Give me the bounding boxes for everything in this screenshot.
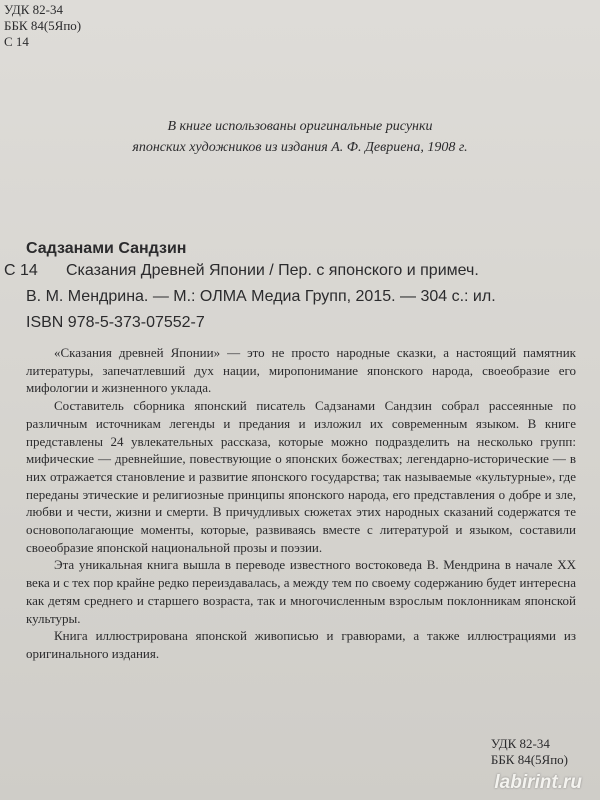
annotation-paragraph: Составитель сборника японский писатель Садзанами Сандзин собрал рассеянные по различным источникам легенды и предания и изложил их современным языком. В книге представлены 24 увлекательных рассказа, которые можно подразделить на несколько групп: мифические — древнейшие, повествующие о японских божествах; легендарно-исторические — в них отражается становление и развитие японского государства; так называемые «культурные», где переданы этические и религиозные принципы японского народа, его представления о добре и зле, любви и чести, жизни и смерти. В причудливых сюжетах этих народных сказаний содержатся те основополагающие моменты, которые, развиваясь вместе с литературой и языком, составили своеобразие японской национальной прозы и поэзии.: [26, 398, 576, 555]
annotation-paragraph: «Сказания древней Японии» — это не просто народные сказки, а настоящий памятник литературы, запечатлевший дух нации, миропонимание японского народа, своеобразие его мифологии и жизненного уклада.: [26, 345, 576, 396]
catalog-index: С 14: [4, 262, 38, 279]
catalog-title-line: Сказания Древней Японии / Пер. с японского и примеч.: [66, 262, 479, 279]
annotation-paragraph: Книга иллюстрирована японской живописью и гравюрами, а также иллюстрациями из оригинального издания.: [26, 628, 576, 661]
illustration-note-line: японских художников из издания А. Ф. Девриена, 1908 г.: [132, 140, 468, 155]
watermark-logo: labirint.ru: [494, 772, 582, 793]
annotation-paragraph: Эта уникальная книга вышла в переводе известного востоковеда В. Мендрина в начале XX века и с тех пор крайне редко переиздавалась, а между тем по своему содержанию будет интересна как детям среднего и старшего возраста, так и многочисленным взрослым поклонникам японской культуры.: [26, 557, 576, 626]
classification-codes-bottom: [491, 736, 568, 768]
udk-code: УДК 82-34: [4, 2, 64, 17]
udk-code: УДК 82-34: [490, 736, 550, 751]
author-mark: С 14: [4, 34, 29, 49]
bbk-code: ББК 84(5Япо): [490, 752, 568, 767]
illustration-note-line: В книге использованы оригинальные рисунки: [167, 119, 433, 134]
bbk-code: ББК 84(5Япо): [4, 18, 82, 33]
catalog-author: Садзанами Сандзин: [26, 240, 187, 257]
catalog-isbn: ISBN 978-5-373-07552-7: [26, 314, 205, 331]
catalog-imprint-line: В. М. Мендрина. — М.: ОЛМА Медиа Групп, 2015. — 304 с.: ил.: [26, 288, 496, 305]
illustration-note: [40, 116, 560, 158]
annotation: [26, 344, 576, 663]
classification-codes-top: [4, 2, 81, 50]
